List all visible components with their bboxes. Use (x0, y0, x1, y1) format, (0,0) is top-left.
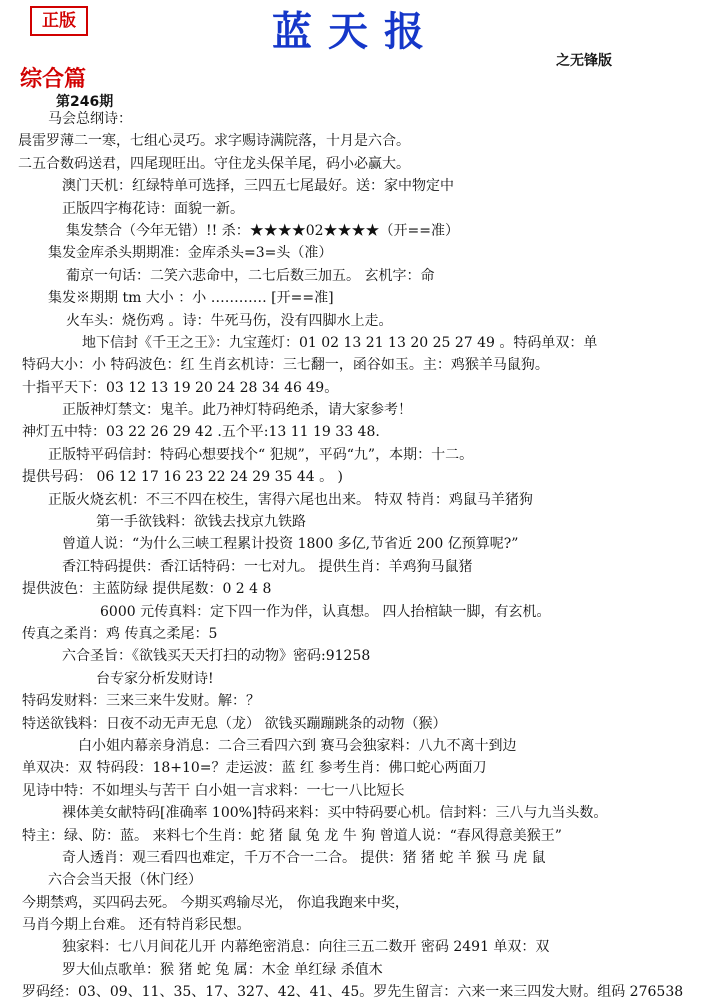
text-line: 集发禁合（今年无错）!! 杀：★★★★02★★★★（开==准） (66, 222, 459, 239)
text-line: 集发金库杀头期期准：金库杀头=3=头（准） (48, 245, 333, 262)
text-line: 六合圣旨：《欲钱买天天打扫的动物》密码:91258 (62, 648, 371, 665)
text-line: 第一手欲钱料：欲钱去找京九铁路 (96, 514, 306, 531)
text-line: 正版四字梅花诗：面貌一新。 (62, 200, 244, 217)
text-line: 马会总纲诗： (48, 111, 132, 127)
text-line: 罗大仙点歌单：猴 猪 蛇 兔 属：木金 单红绿 杀值木 (62, 961, 383, 978)
text-line: 特码大小：小 特码波色：红 生肖玄机诗：三七翻一，函谷如玉。主：鸡猴羊马鼠狗。 (22, 357, 549, 374)
text-line: 提供波色：主蓝防绿 提供尾数：0 2 4 8 (22, 581, 272, 598)
text-line: 澳门天机：红绿特单可选择，三四五七尾最好。送：家中物定中 (62, 178, 454, 195)
text-line: 六合会当天报（休门经） (48, 872, 202, 889)
text-line: 二五合数码送君，四尾现旺出。守住龙头保羊尾，码小必赢大。 (18, 155, 410, 172)
text-line: 神灯五中特：03 22 26 29 42 .五个平:13 11 19 33 48. (22, 424, 380, 441)
text-line: 独家料：七八月间花儿开 内幕绝密消息：向往三五二数开 密码 2491 单双：双 (62, 939, 550, 956)
text-line: 晨雷罗薄二一寒，七组心灵巧。求字赐诗满院落，十月是六合。 (18, 133, 410, 150)
text-line: 白小姐内幕亲身消息：二合三看四六到 赛马会独家料：八九不离十到边 (78, 737, 517, 754)
text-line: 特送欲钱料：日夜不动无声无息（龙） 欲钱买蹦蹦跳条的动物（猴） (22, 715, 447, 732)
text-line: 奇人透肖：观三看四也难定，千万不合一二合。 提供：猪 猪 蛇 羊 猴 马 虎 鼠 (62, 849, 546, 866)
text-line: 见诗中特：不如埋头与苦干 白小姐一言求料：一七一八比短长 (22, 782, 405, 799)
issue-number: 第246期 (56, 94, 114, 110)
genuine-badge: 正版 (30, 6, 88, 36)
text-line: 提供号码： 06 12 17 16 23 22 24 29 35 44 。 ) (22, 469, 344, 486)
text-line: 今期禁鸡，买四码去死。 今期买鸡输尽光， 你追我跑来中奖， (22, 894, 409, 911)
text-line: 单双决：双 特码段：18+10=？走运波：蓝 红 参考生肖：佛口蛇心两面刀 (22, 760, 487, 777)
edition-label: 之无锋版 (556, 53, 612, 69)
text-line: 地下信封《千王之王》：九宝莲灯：01 02 13 21 13 20 25 27 49 。特码单双：单 (82, 334, 598, 351)
text-line: 特主：绿、防：蓝。 来料七个生肖：蛇 猪 鼠 兔 龙 牛 狗 曾道人说：“春风得意美猴王” (22, 827, 562, 844)
text-line: 马肖今期上台难。 还有特肖彩民想。 (22, 917, 251, 934)
text-line: 传真之柔肖：鸡 传真之柔尾：5 (22, 625, 218, 642)
text-line: 葡京一句话：二笑六悲命中，二七后数三加五。 玄机字：命 (66, 267, 435, 284)
text-line: 十指平天下：03 12 13 19 20 24 28 34 46 49。 (22, 379, 339, 396)
text-line: 曾道人说：“为什么三峡工程累计投资 1800 多亿,节省近 200 亿预算呢?” (62, 536, 519, 553)
section-title: 综合篇 (20, 67, 87, 92)
text-line: 集发※期期 tm 大小 ：小 ………… [开==准] (48, 290, 334, 307)
page-title: 蓝天报 (272, 8, 440, 55)
text-line: 火车头：烧伤鸡 。诗：牛死马伤，没有四脚水上走。 (66, 312, 393, 329)
text-line: 正版火烧玄机：不三不四在校生，害得六尾也出来。 特双 特肖：鸡鼠马羊猪狗 (48, 491, 533, 508)
text-line: 裸体美女献特码[准确率 100%]特码来料：买中特码要心机。信封料：三八与九当头数。 (62, 805, 608, 822)
text-line: 特码发财料：三来三来牛发财。解：？ (22, 693, 260, 710)
text-line: 台专家分析发财诗! (96, 670, 214, 687)
text-line: 正版神灯禁文：鬼羊。此乃神灯特码绝杀，请大家参考！ (62, 402, 412, 419)
article-body (0, 108, 712, 1004)
text-line: 正版特平码信封：特码心想要找个“ 犯规”，平码“九”，本期：十二。 (48, 446, 474, 463)
text-line: 香江特码提供：香江话特码：一七对九。 提供生肖：羊鸡狗马鼠猪 (62, 558, 473, 575)
text-line: 罗码经：03、09、11、35、17、327、42、41、45。罗先生留言：六来一来三四发大财。组码 276538 (22, 984, 684, 1001)
text-line: 6000 元传真料：定下四一作为伴，认真想。 四人抬棺缺一脚，有玄机。 (100, 603, 551, 620)
